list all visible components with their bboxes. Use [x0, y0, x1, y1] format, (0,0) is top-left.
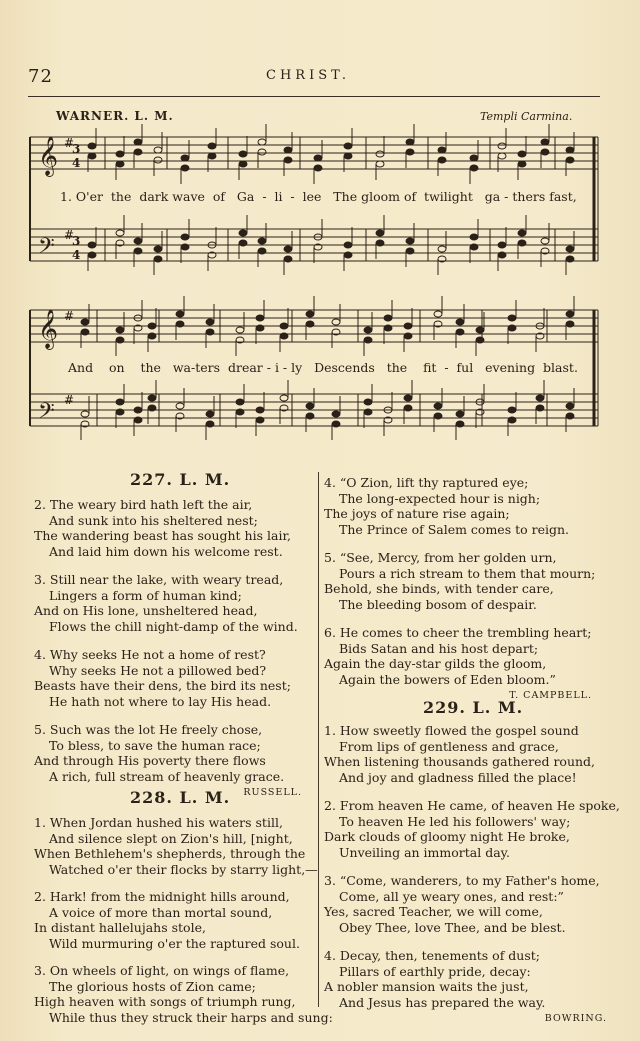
- svg-text:#: #: [64, 393, 75, 407]
- music-score: [0, 0, 640, 450]
- verse-line: And sunk into his sheltered nest;: [49, 512, 258, 528]
- verse-line: The Prince of Salem comes to reign.: [339, 521, 570, 537]
- verse-line: 1. How sweetly flowed the gospel sound: [324, 723, 579, 738]
- svg-text:4: 4: [72, 156, 81, 170]
- verse-line: To bless, to save the human race;: [49, 737, 261, 753]
- notes: [81, 124, 574, 440]
- verse-line: When Bethlehem's shepherds, through the: [34, 846, 306, 861]
- verse-line: The bleeding bosom of despair.: [339, 596, 537, 612]
- verse-line: Obey Thee, love Thee, and be blest.: [339, 919, 566, 935]
- verse-line: Yes, sacred Teacher, we will come,: [324, 904, 543, 919]
- hymn-228-heading: 228. L. M.: [130, 788, 231, 807]
- verse-line: And Jesus has prepared the way.: [339, 994, 546, 1010]
- hymn-227-heading: 227. L. M.: [130, 470, 231, 489]
- verse-line: 3. Still near the lake, with weary tread,: [34, 572, 284, 587]
- svg-text:3: 3: [72, 234, 81, 248]
- verse-line: A nobler mansion waits the just,: [324, 979, 529, 994]
- lyric-line-1: 1. O'er the dark wave of Ga - li - lee The gloom of twilight ga - thers fast,: [60, 189, 577, 204]
- verse-line: Why seeks He not a pillowed bed?: [49, 662, 267, 678]
- verse-line: Come, all ye weary ones, and rest:”: [339, 888, 564, 904]
- author-attribution: BOWRING.: [544, 1013, 607, 1024]
- verse-line: While thus they struck their harps and sung:: [49, 1009, 333, 1025]
- verse-line: Watched o'er their flocks by starry light,—: [49, 861, 318, 877]
- verse-line: High heaven with songs of triumph rung,: [34, 994, 296, 1009]
- verse-line: In distant hallelujahs stole,: [34, 920, 206, 935]
- hymn-228-continued-text: [324, 475, 594, 704]
- author-attribution: RUSSELL.: [243, 787, 302, 798]
- verse-line: 2. From heaven He came, of heaven He spoke,: [324, 798, 620, 813]
- verse-line: A voice of more than mortal sound,: [49, 904, 273, 920]
- svg-text:𝄞: 𝄞: [38, 136, 59, 176]
- verse-line: 3. “Come, wanderers, to my Father's home,: [324, 873, 600, 888]
- verse-line: Unveiling an immortal day.: [339, 844, 511, 860]
- verse-line: And through His poverty there flows: [34, 753, 266, 768]
- verse-line: 4. “O Zion, lift thy raptured eye;: [324, 475, 529, 490]
- verse-line: 5. “See, Mercy, from her golden urn,: [324, 550, 557, 565]
- svg-text:#: #: [64, 309, 75, 323]
- page-title: CHRIST.: [266, 68, 351, 83]
- verse-line: And laid him down his welcome rest.: [49, 543, 283, 559]
- verse-line: From lips of gentleness and grace,: [339, 738, 559, 754]
- verse-line: The joys of nature rise again;: [324, 506, 510, 521]
- verse-line: 6. He comes to cheer the trembling heart;: [324, 625, 592, 640]
- verse-line: 4. Why seeks He not a home of rest?: [34, 647, 266, 662]
- lyric-line-2: And on the wa-ters drear - i - ly Descends the fit - ful evening blast.: [68, 360, 578, 375]
- author-attribution: T. CAMPBELL.: [509, 690, 592, 701]
- verse-line: He hath not where to lay His head.: [49, 693, 272, 709]
- tune-name: WARNER. L. M.: [56, 109, 174, 123]
- verse-line: And on His lone, unsheltered head,: [34, 603, 258, 618]
- svg-text:#: #: [64, 136, 75, 150]
- verse-line: And silence slept on Zion's hill, [night,: [49, 830, 293, 846]
- verse-line: 1. When Jordan hushed his waters still,: [34, 815, 283, 830]
- page-number: 72: [28, 66, 53, 87]
- verse-line: Pours a rich stream to them that mourn;: [339, 565, 596, 581]
- verse-line: And joy and gladness filled the place!: [339, 769, 577, 785]
- verse-line: The glorious hosts of Zion came;: [49, 978, 256, 994]
- verse-line: To heaven He led his followers' way;: [339, 813, 571, 829]
- verse-line: Wild murmuring o'er the raptured soul.: [49, 935, 300, 951]
- verse-line: 4. Decay, then, tenements of dust;: [324, 948, 540, 963]
- verse-line: Pillars of earthly pride, decay:: [339, 963, 531, 979]
- tune-source: Templi Carmina.: [480, 110, 573, 123]
- verse-line: Again the day-star gilds the gloom,: [324, 656, 547, 671]
- verse-line: The long-expected hour is nigh;: [339, 490, 541, 506]
- verse-line: 5. Such was the lot He freely chose,: [34, 722, 263, 737]
- verse-line: 2. Hark! from the midnight hills around,: [34, 889, 290, 904]
- hymn-229-text: [324, 723, 620, 1027]
- svg-text:𝄞: 𝄞: [38, 309, 59, 349]
- verse-line: Lingers a form of human kind;: [49, 587, 242, 603]
- hymn-229-heading: 229. L. M.: [423, 698, 524, 717]
- svg-text:𝄢: 𝄢: [38, 234, 55, 264]
- verse-line: When listening thousands gathered round,: [324, 754, 596, 769]
- verse-line: Bids Satan and his host depart;: [339, 640, 539, 656]
- svg-text:#: #: [64, 228, 75, 242]
- svg-text:𝄢: 𝄢: [38, 399, 55, 429]
- hymn-227-text: [34, 497, 304, 801]
- hymn-228-text: [34, 815, 333, 1037]
- verse-line: Dark clouds of gloomy night He broke,: [324, 829, 570, 844]
- svg-text:3: 3: [72, 142, 81, 156]
- verse-line: Behold, she binds, with tender care,: [324, 581, 554, 596]
- clefs: [38, 136, 80, 429]
- verse-line: Beasts have their dens, the bird its nest;: [34, 678, 291, 693]
- verse-line: Again the bowers of Eden bloom.”: [339, 671, 556, 687]
- verse-line: A rich, full stream of heavenly grace.: [49, 768, 285, 784]
- verse-line: Flows the chill night-damp of the wind.: [49, 618, 298, 634]
- svg-text:4: 4: [72, 248, 81, 262]
- verse-line: 3. On wheels of light, on wings of flame,: [34, 963, 290, 978]
- verse-line: 2. The weary bird hath left the air,: [34, 497, 253, 512]
- verse-line: The wandering beast has sought his lair,: [34, 528, 292, 543]
